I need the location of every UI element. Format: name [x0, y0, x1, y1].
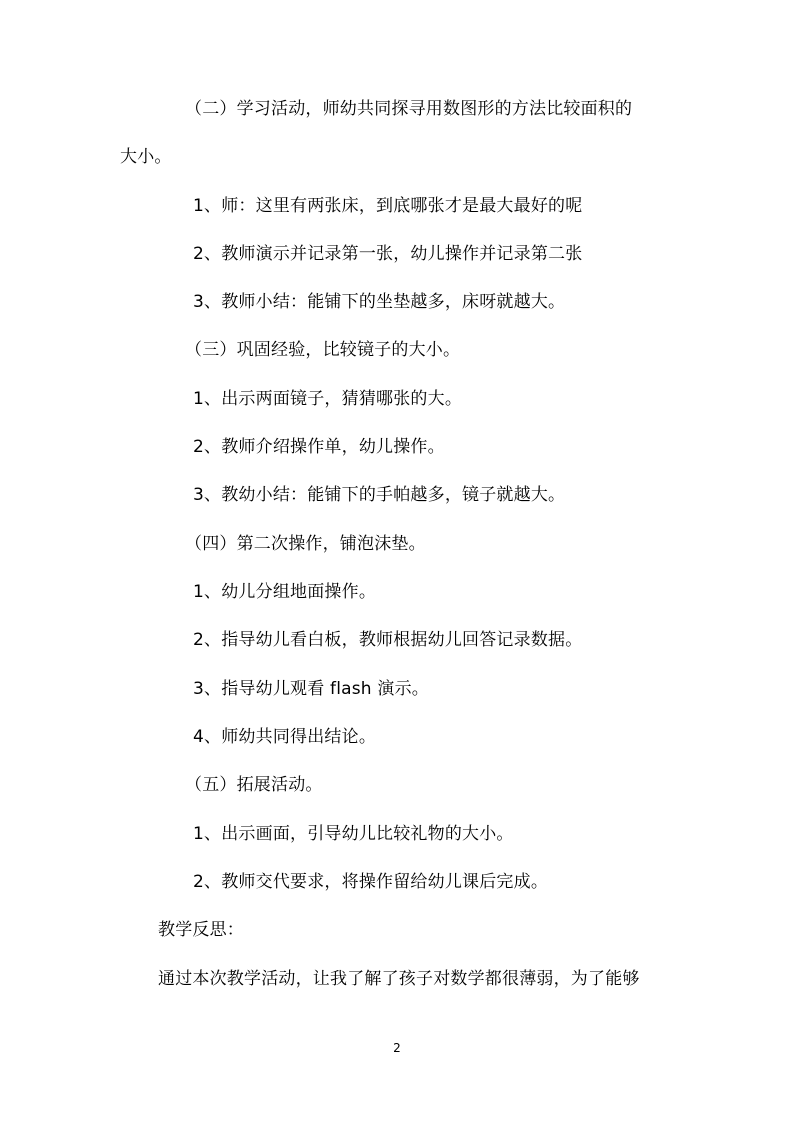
- reflection-heading: 教学反思：: [158, 920, 244, 940]
- list-item: 3、教幼小结：能铺下的手帕越多，镜子就越大。: [193, 485, 566, 505]
- section-heading-5: （五）拓展活动。: [185, 775, 323, 795]
- list-item: 1、出示两面镜子，猜猜哪张的大。: [193, 389, 463, 409]
- list-item: 1、师：这里有两张床，到底哪张才是最大最好的呢: [193, 196, 583, 216]
- section-heading-4: （四）第二次操作，铺泡沫垫。: [185, 534, 426, 554]
- paragraph-line: 大小。: [120, 147, 172, 167]
- list-item: 2、教师交代要求，将操作留给幼儿课后完成。: [193, 872, 549, 892]
- section-heading-2: （二）学习活动，师幼共同探寻用数图形的方法比较面积的: [185, 99, 633, 119]
- section-heading-3: （三）巩固经验，比较镜子的大小。: [185, 340, 461, 360]
- list-item: 3、指导幼儿观看 flash 演示。: [193, 679, 429, 699]
- list-item: 2、指导幼儿看白板，教师根据幼儿回答记录数据。: [193, 630, 583, 650]
- list-item: 1、幼儿分组地面操作。: [193, 582, 377, 602]
- list-item: 3、教师小结：能铺下的坐垫越多，床呀就越大。: [193, 292, 566, 312]
- list-item: 2、教师介绍操作单，幼儿操作。: [193, 437, 445, 457]
- list-item: 1、出示画面，引导幼儿比较礼物的大小。: [193, 824, 514, 844]
- list-item: 2、教师演示并记录第一张，幼儿操作并记录第二张: [193, 244, 583, 264]
- page-number: 2: [393, 1041, 401, 1055]
- list-item: 4、师幼共同得出结论。: [193, 727, 377, 747]
- paragraph-line: 通过本次教学活动，让我了解了孩子对数学都很薄弱，为了能够: [158, 969, 640, 989]
